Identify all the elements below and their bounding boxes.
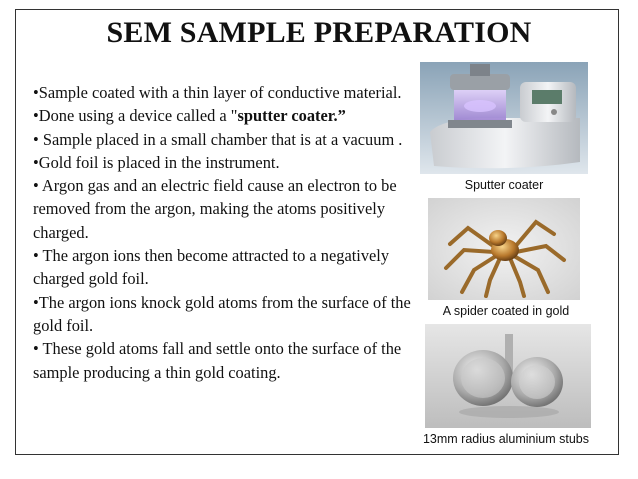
bullet-list xyxy=(33,81,413,384)
bullet-item: • Sample placed in a small chamber that is at a vacuum . xyxy=(33,129,403,149)
gold-spider-caption: A spider coated in gold xyxy=(442,304,570,318)
bullet-item: •Done using a device called a "sputter coater.” xyxy=(33,106,346,126)
bullet-item: •The argon ions knock gold atoms from the surface of the gold foil. xyxy=(33,292,411,335)
sputter-coater-image xyxy=(420,62,588,174)
slide-title: SEM SAMPLE PREPARATION xyxy=(106,16,532,49)
bullet-item: •Sample coated with a thin layer of conductive material. xyxy=(33,83,402,102)
bullet-item: •Gold foil is placed in the instrument. xyxy=(33,152,280,172)
gold-spider-image xyxy=(428,198,580,300)
sputter-coater-caption: Sputter coater xyxy=(464,178,544,192)
bullet-item: • These gold atoms fall and settle onto the surface of the sample producing a thin gold coating. xyxy=(33,339,402,382)
bullet-item: • Argon gas and an electric field cause an electron to be removed from the argon, making the atoms positively charged. xyxy=(33,176,397,242)
bullet-item: • The argon ions then become attracted to a negatively charged gold foil. xyxy=(33,246,390,289)
aluminium-stubs-caption: 13mm radius aluminium stubs xyxy=(422,432,590,446)
aluminium-stubs-image xyxy=(425,324,591,428)
